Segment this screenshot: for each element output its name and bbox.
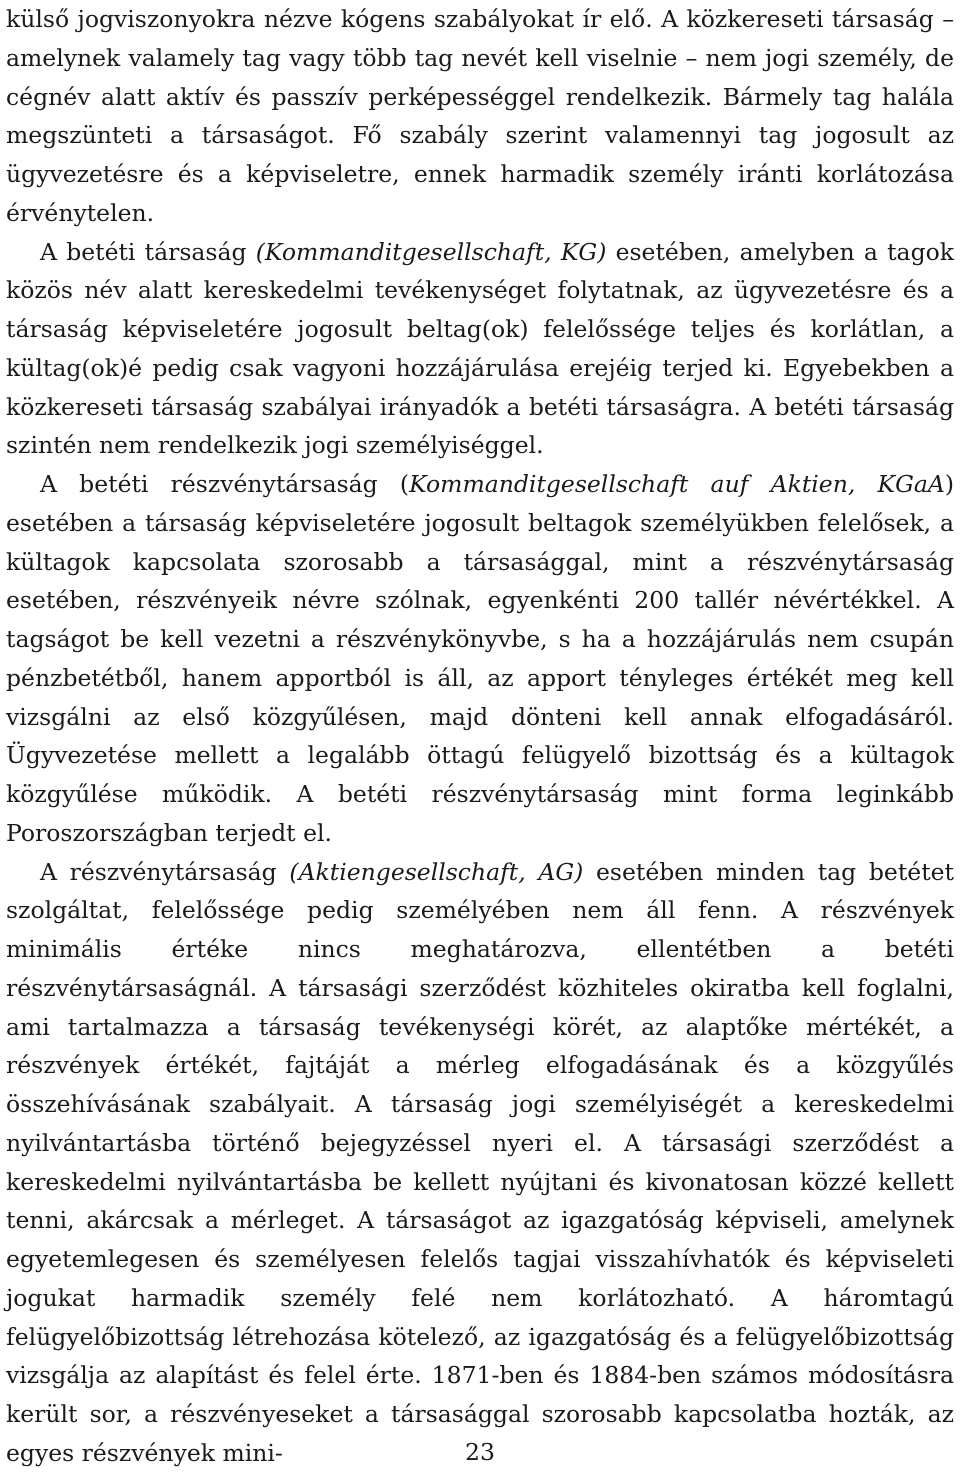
- paragraph: [6, 465, 954, 853]
- paragraph: [6, 233, 954, 466]
- paragraph: [6, 853, 954, 1473]
- text-run: ) esetében a társaság képviseletére jogosult beltagok személyükben felelősek, a kültagok kapcsolata szorosabb a társasággal, mint a részvénytársaság esetében, részvényeik névre szólnak, egyenkénti 200 tallér névértékkel. A tagságot be kell vezetni a részvénykönyvbe, s ha a hozzájárulás nem csupán pénzbetétből, hanem apportból is áll, az apport tényleges értékét meg kell vizsgálni az első közgyűlésen, majd dönteni kell annak elfogadásáról. Ügyvezetése mellett a legalább öttagú felügyelő bizottság és a kültagok közgyűlése működik. A betéti részvénytársaság mint forma leginkább Poroszországban terjedt el.: [6, 470, 954, 847]
- page-number: 23: [465, 1438, 495, 1466]
- paragraph: [6, 0, 954, 233]
- text-run: külső jogviszonyokra nézve kógens szabályokat ír elő. A közkereseti társaság – amelynek valamely tag vagy több tag nevét kell viselnie – nem jogi személy, de cégnév alatt aktív és passzív perképességgel rendelkezik. Bármely tag halála megszünteti a társaságot. Fő szabály szerint valamennyi tag jogosult az ügyvezetésre és a képviseletre, ennek harmadik személy iránti korlátozása érvénytelen.: [6, 5, 954, 227]
- text-run: A betéti társaság: [40, 237, 256, 266]
- italic-term: Kommanditgesellschaft auf Aktien, KGaA: [409, 470, 945, 498]
- text-run: esetében, amelyben a tagok közös név alatt kereskedelmi tevékenységet folytatnak, az ügyvezetésre és a társaság képviseletére jogosult beltag(ok) felelőssége teljes és korlátlan, a kültag(ok)é pedig csak vagyoni hozzájárulása erejéig terjed ki. Egyebekben a közkereseti társaság szabályai irányadók a betéti társaságra. A betéti társaság szintén nem rendelkezik jogi személyiséggel.: [6, 237, 955, 460]
- text-run: A részvénytársaság: [40, 857, 290, 886]
- document-page: [6, 0, 954, 1473]
- italic-term: (Kommanditgesellschaft, KG): [255, 237, 607, 266]
- text-run: esetében minden tag betétet szolgáltat, felelőssége pedig személyében nem áll fenn. A részvények minimális értéke nincs meghatározva, ellentétben a betéti részvénytársaságnál. A társasági szerződést közhiteles okiratba kell foglalni, ami tartalmazza a társaság tevékenységi körét, az alaptőke mértékét, a részvények értékét, fajtáját a mérleg elfogadásának és a közgyűlés összehívásának szabályait. A társaság jogi személyiségét a kereskedelmi nyilvántartásba történő bejegyzéssel nyeri el. A társasági szerződést a kereskedelmi nyilvántartásba be kellett nyújtani és kivonatosan közzé kellett tenni, akárcsak a mérleget. A társaságot az igazgatóság képviseli, amelynek egyetemlegesen és személyesen felelős tagjai visszahívhatók és képviseleti jogukat harmadik személy felé nem korlátozható. A háromtagú felügyelőbizottság létrehozása kötelező, az igazgatóság és a felügyelőbizottság vizsgálja az alapítást és felel érte. 1871-ben és 1884-ben számos módosításra került sor, a részvényeseket a társasággal szorosabb kapcsolatba hozták, az egyes részvények mini-: [6, 857, 954, 1467]
- text-run: A betéti részvénytársaság (: [40, 470, 410, 498]
- italic-term: (Aktiengesellschaft, AG): [289, 857, 584, 886]
- body-text: [6, 0, 954, 1473]
